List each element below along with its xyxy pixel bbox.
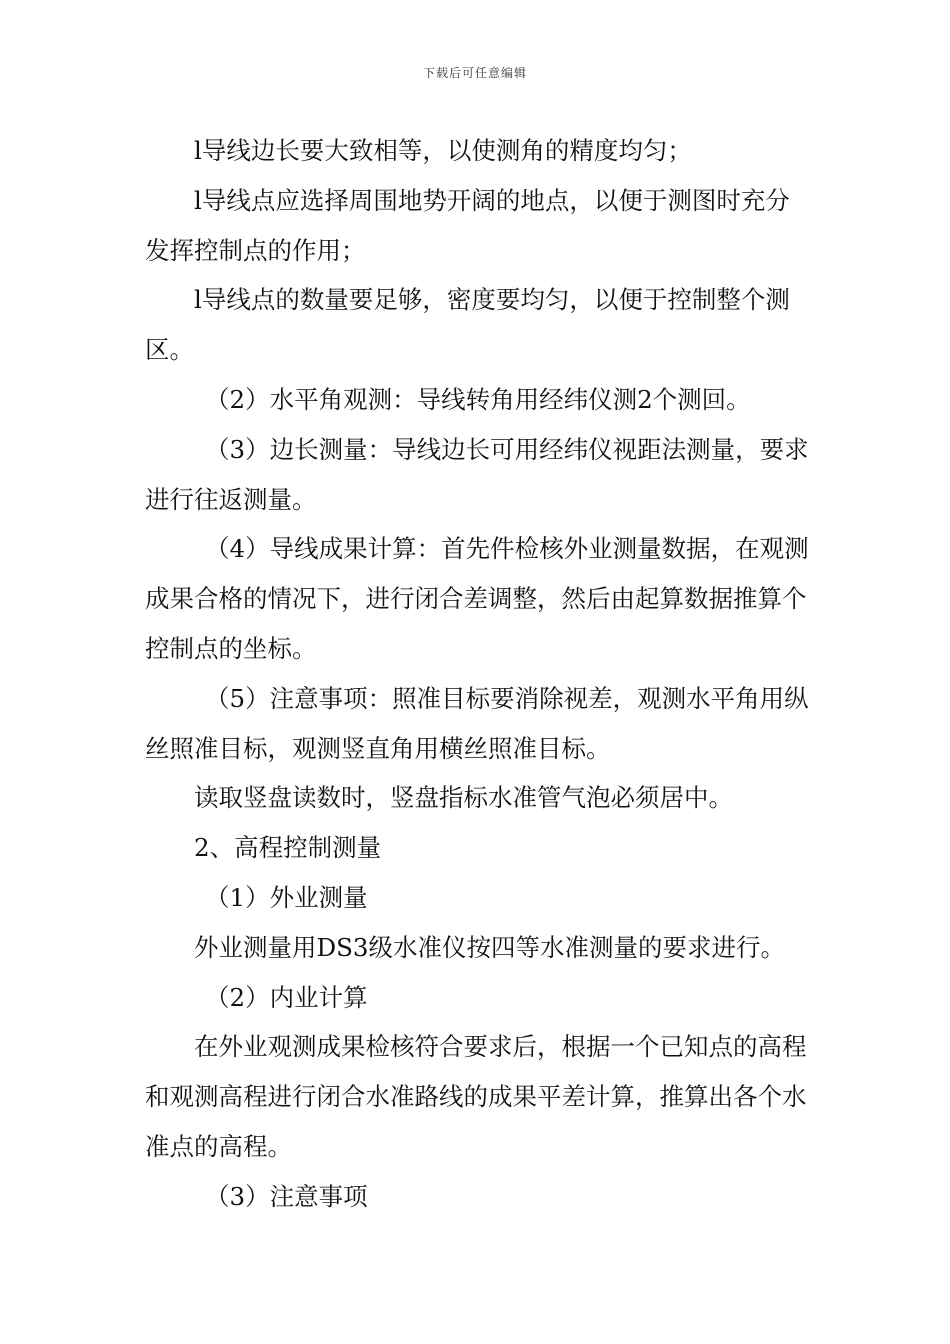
paragraph-6: （4）导线成果计算：首先件检核外业测量数据，在观测成果合格的情况下，进行闭合差调整，然后由起算数据推算个控制点的坐标。: [145, 534, 809, 663]
paragraph-2: l导线点应选择周围地势开阔的地点，以便于测图时充分发挥控制点的作用；: [145, 185, 790, 265]
paragraph-4: （2）水平角观测：导线转角用经纬仪测2个测回。: [205, 384, 751, 414]
paragraph-14: （3）注意事项: [205, 1181, 368, 1211]
paragraph-9: 2、高程控制测量: [194, 833, 382, 863]
paragraph-8: 读取竖盘读数时，竖盘指标水准管气泡必须居中。: [194, 783, 733, 813]
paragraph-13: 在外业观测成果检核符合要求后，根据一个已知点的高程和观测高程进行闭合水准路线的成果平差计算，推算出各个水准点的高程。: [145, 1032, 807, 1161]
paragraph-1: l导线边长要大致相等，以使测角的精度均匀；: [194, 136, 692, 165]
paragraph-12: （2）内业计算: [205, 982, 368, 1012]
paragraph-3: l导线点的数量要足够，密度要均匀，以便于控制整个测区。: [145, 285, 790, 365]
paragraph-5: （3）边长测量：导线边长可用经纬仪视距法测量，要求进行往返测量。: [145, 434, 809, 514]
paragraph-7: （5）注意事项：照准目标要消除视差，观测水平角用纵丝照准目标，观测竖直角用横丝照准目标。: [145, 683, 809, 763]
document-body: [145, 126, 810, 1222]
paragraph-10: （1）外业测量: [205, 882, 368, 912]
page-header-note: 下载后可任意编辑: [422, 66, 527, 80]
paragraph-11: 外业测量用DS3级水准仪按四等水准测量的要求进行。: [194, 932, 786, 962]
